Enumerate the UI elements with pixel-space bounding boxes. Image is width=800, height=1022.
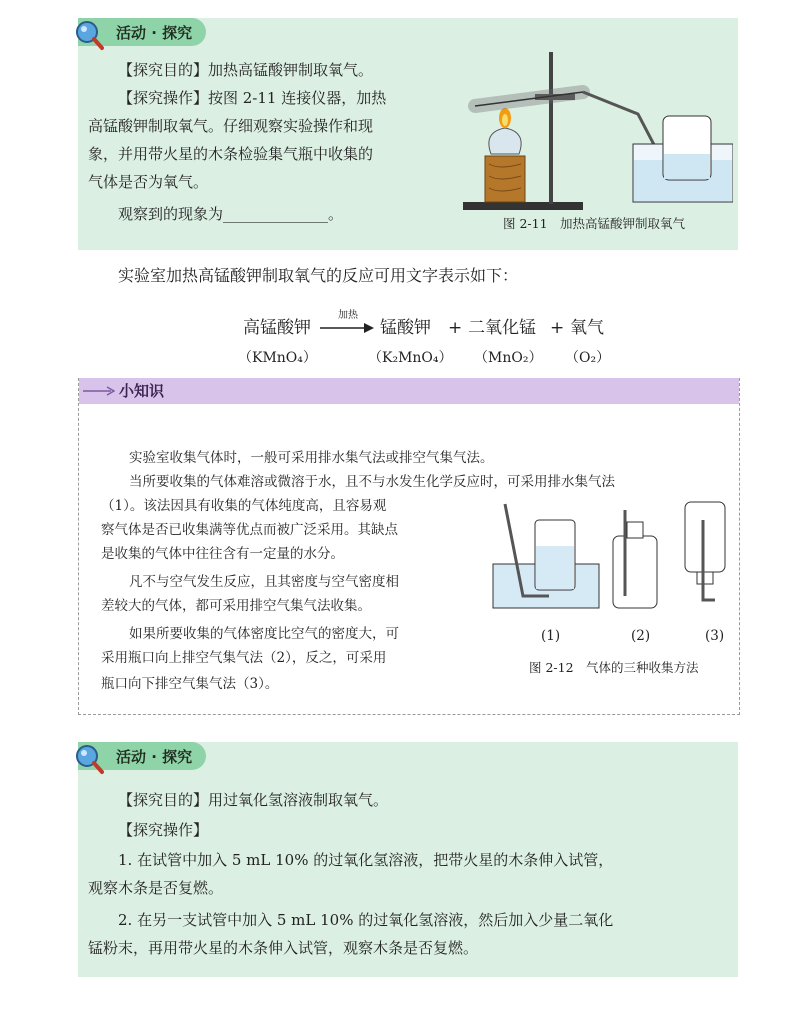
activity-badge-label: 活动 · 探究 — [116, 747, 193, 766]
activity-badge — [78, 18, 206, 46]
formula: （K₂MnO₄） — [368, 350, 453, 366]
activity-step: 观察木条是否复燃。 — [88, 879, 224, 897]
knowledge-text: 当所要收集的气体难溶或微溶于水，且不与水发生化学反应时，可采用排水集气法 — [129, 474, 615, 490]
knowledge-text: 差较大的气体，都可采用排空气集气法收集。 — [101, 598, 371, 614]
knowledge-text: （1）。该法因具有收集的气体纯度高，且容易观 — [101, 498, 387, 514]
knowledge-text: 如果所要收集的气体密度比空气的密度大，可 — [129, 626, 399, 642]
knowledge-text: 察气体是否已收集满等优点而被广泛采用。其缺点 — [101, 522, 398, 538]
plus-sign: + — [448, 318, 463, 338]
product-name: 二氧化锰 — [468, 318, 536, 338]
product-name: 氧气 — [570, 318, 604, 338]
formula: （KMnO₄） — [238, 350, 317, 366]
figure-caption: 图 2-11 加热高锰酸钾制取氧气 — [503, 216, 686, 231]
knowledge-header — [79, 378, 739, 404]
formula: （O₂） — [565, 350, 611, 366]
reaction-intro: 实验室加热高锰酸钾制取氧气的反应可用文字表示如下： — [118, 266, 519, 285]
knowledge-text: 瓶口向下排空气集气法（3）。 — [101, 676, 279, 692]
product-name: 锰酸钾 — [380, 318, 431, 338]
figure-label: (2) — [631, 628, 651, 644]
activity-operation-line: 【探究操作】按图 2-11 连接仪器，加热 — [118, 89, 387, 107]
arrow-right-icon — [83, 386, 115, 396]
activity-step: 1. 在试管中加入 5 mL 10% 的过氧化氢溶液，把带火星的木条伸入试管， — [118, 851, 614, 869]
activity-badge-label: 活动 · 探究 — [116, 23, 193, 42]
figure-caption: 图 2-12 气体的三种收集方法 — [529, 660, 699, 675]
plus-sign: + — [550, 318, 565, 338]
activity-purpose: 【探究目的】加热高锰酸钾制取氧气。 — [118, 61, 374, 79]
activity-operation-line: 象，并用带火星的木条检验集气瓶中收集的 — [88, 145, 374, 163]
activity-step: 锰粉末，再用带火星的木条伸入试管，观察木条是否复燃。 — [88, 939, 479, 957]
activity-box-2 — [78, 742, 738, 977]
reaction-condition: 加热 — [338, 310, 358, 321]
activity-purpose: 【探究目的】用过氧化氢溶液制取氧气。 — [118, 791, 389, 809]
magnifier-icon — [72, 742, 106, 776]
apparatus-figure-2-11 — [463, 44, 733, 214]
collection-methods-figure — [489, 500, 739, 620]
knowledge-text: 实验室收集气体时，一般可采用排水集气法或排空气集气法。 — [129, 450, 494, 466]
knowledge-box — [78, 378, 740, 715]
observation-prompt: 观察到的现象为______________。 — [118, 205, 344, 223]
knowledge-text: 凡不与空气发生反应，且其密度与空气密度相 — [129, 574, 399, 590]
activity-operation-line: 高锰酸钾制取氧气。仔细观察实验操作和现 — [88, 117, 374, 135]
knowledge-title: 小知识 — [119, 382, 165, 400]
activity-operation-line: 气体是否为氧气。 — [88, 173, 209, 191]
reaction-arrow-icon — [320, 322, 376, 334]
activity-step: 2. 在另一支试管中加入 5 mL 10% 的过氧化氢溶液，然后加入少量二氧化 — [118, 911, 614, 929]
knowledge-text: 采用瓶口向上排空气集气法（2），反之，可采用 — [101, 650, 387, 666]
figure-label: (1) — [541, 628, 561, 644]
knowledge-text: 是收集的气体中往往含有一定量的水分。 — [101, 546, 344, 562]
activity-operation-head: 【探究操作】 — [118, 821, 209, 839]
reactant-name: 高锰酸钾 — [243, 318, 311, 338]
activity-box-1 — [78, 18, 738, 250]
formula: （MnO₂） — [474, 350, 543, 366]
magnifier-icon — [72, 18, 106, 52]
activity-badge — [78, 742, 206, 770]
figure-label: (3) — [705, 628, 725, 644]
